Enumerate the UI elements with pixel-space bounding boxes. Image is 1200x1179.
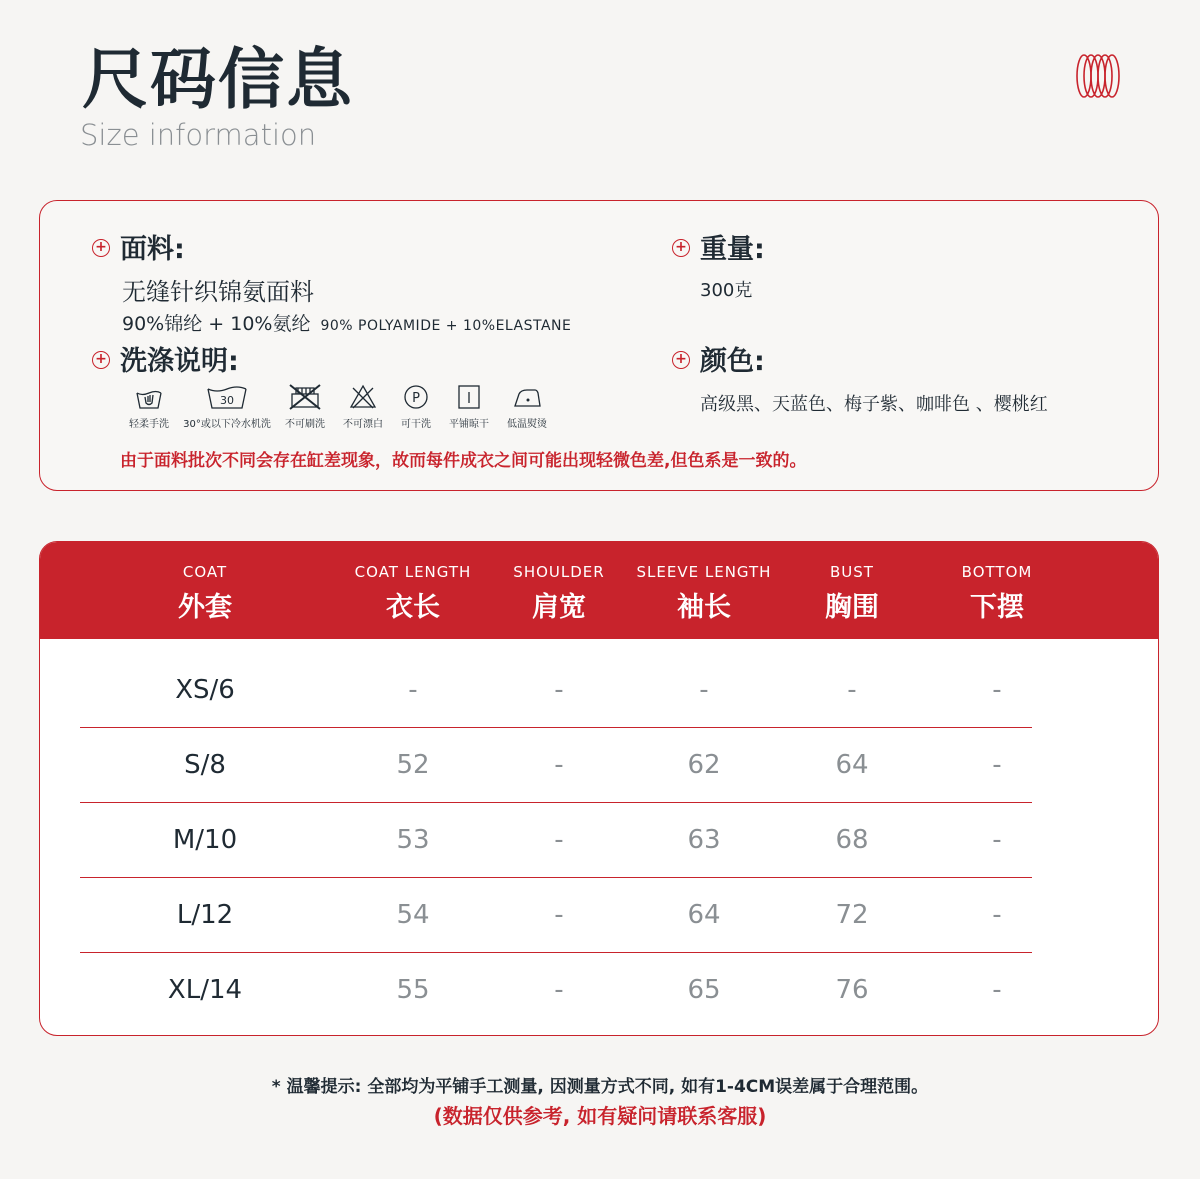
table-cell: 72 <box>835 900 869 930</box>
svg-text:30: 30 <box>220 394 234 407</box>
fabric-section <box>92 227 571 336</box>
care-item: 轻柔手洗 <box>120 383 178 430</box>
table-cell: - <box>699 675 709 705</box>
care-item: P 可干洗 <box>392 383 440 430</box>
column-header: BOTTOM 下摆 <box>961 563 1033 623</box>
fabric-composition <box>122 309 571 336</box>
size-table-header <box>40 542 1158 639</box>
care-section <box>92 339 239 378</box>
table-cell: 64 <box>835 750 869 780</box>
fabric-composition-cn: 90%锦纶 + 10%氨纶 <box>122 313 311 335</box>
table-cell: - <box>847 675 857 705</box>
care-item: 30 30°或以下冷水机洗 <box>178 383 276 430</box>
table-cell: 54 <box>396 900 430 930</box>
care-item: 平铺晾干 <box>440 383 498 430</box>
table-row <box>80 653 1032 728</box>
weight-heading: 重量: <box>700 234 765 265</box>
size-label: S/8 <box>184 750 226 780</box>
size-label: L/12 <box>176 900 234 930</box>
table-cell: 63 <box>687 825 721 855</box>
page-subtitle: Size information <box>80 118 317 152</box>
table-cell: 64 <box>687 900 721 930</box>
color-options: 高级黑、天蓝色、梅子紫、咖啡色 、樱桃红 <box>700 394 1048 415</box>
plus-circle-icon: + <box>672 239 690 257</box>
table-cell: - <box>992 900 1002 930</box>
plus-circle-icon: + <box>92 351 110 369</box>
page-title: 尺码信息 <box>82 41 354 118</box>
contact-note: (数据仅供参考, 如有疑问请联系客服) <box>433 1104 767 1128</box>
fabric-composition-en: 90% POLYAMIDE + 10%ELASTANE <box>320 318 572 334</box>
table-row <box>80 953 1032 1028</box>
table-cell: - <box>992 975 1002 1005</box>
column-header: SLEEVE LENGTH 袖长 <box>636 563 772 623</box>
table-cell: 55 <box>396 975 430 1005</box>
wash-30-icon <box>205 383 249 411</box>
table-cell: 53 <box>396 825 430 855</box>
table-row <box>80 878 1032 953</box>
color-heading: 颜色: <box>700 346 765 377</box>
column-header: COAT LENGTH 衣长 <box>354 563 472 623</box>
table-cell: - <box>992 675 1002 705</box>
care-icons-row <box>120 383 556 430</box>
table-cell: - <box>554 900 564 930</box>
table-cell: - <box>992 750 1002 780</box>
weight-section <box>672 227 765 302</box>
gentle-hand-wash-icon <box>134 383 164 411</box>
table-cell: - <box>408 675 418 705</box>
care-item: 低温熨烫 <box>498 383 556 430</box>
care-item: 不可漂白 <box>334 383 392 430</box>
table-cell: 52 <box>396 750 430 780</box>
care-heading: 洗涤说明: <box>120 346 239 377</box>
svg-text:P: P <box>412 391 420 406</box>
plus-circle-icon: + <box>92 239 110 257</box>
color-difference-warning: 由于面料批次不同会存在缸差现象，故而每件成衣之间可能出现轻微色差,但色系是一致的。 <box>120 451 807 471</box>
table-cell: 62 <box>687 750 721 780</box>
table-row <box>80 728 1032 803</box>
table-cell: - <box>992 825 1002 855</box>
column-header: BUST 胸围 <box>825 563 879 623</box>
fabric-name: 无缝针织锦氨面料 <box>122 278 314 306</box>
table-cell: 65 <box>687 975 721 1005</box>
low-iron-icon <box>511 383 543 411</box>
table-cell: - <box>554 825 564 855</box>
column-header: SHOULDER 肩宽 <box>513 563 605 623</box>
size-label: XL/14 <box>167 975 243 1005</box>
table-row <box>80 803 1032 878</box>
size-label: M/10 <box>172 825 238 855</box>
fabric-info-card <box>39 200 1159 491</box>
table-cell: 76 <box>835 975 869 1005</box>
table-cell: 68 <box>835 825 869 855</box>
rings-logo-icon <box>1072 50 1124 102</box>
fabric-heading: 面料: <box>120 234 185 265</box>
size-label: XS/6 <box>175 675 235 705</box>
table-cell: - <box>554 975 564 1005</box>
care-item: 不可刷洗 <box>276 383 334 430</box>
table-cell: - <box>554 750 564 780</box>
dry-clean-p-icon <box>402 383 430 411</box>
weight-value: 300克 <box>700 280 753 301</box>
plus-circle-icon: + <box>672 351 690 369</box>
no-brush-icon <box>287 383 323 411</box>
table-cell: - <box>554 675 564 705</box>
dry-flat-icon <box>455 383 483 411</box>
no-bleach-icon <box>348 383 378 411</box>
column-header: COAT 外套 <box>178 563 232 623</box>
color-section <box>672 339 1048 416</box>
measurement-tip: * 温馨提示: 全部均为平铺手工测量, 因测量方式不同, 如有1-4CM误差属于合理范围。 <box>271 1077 929 1097</box>
